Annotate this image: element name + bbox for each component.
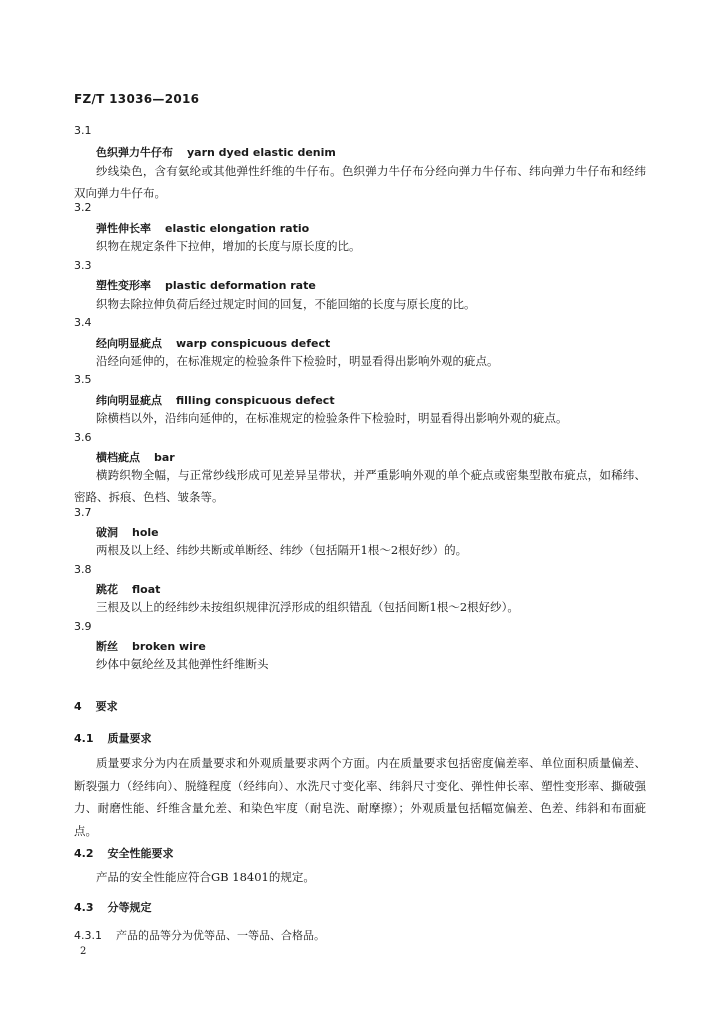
term-title — [96, 524, 159, 540]
section-title: 安全性能要求 — [107, 847, 174, 860]
term-title — [96, 581, 160, 597]
term-definition: 纱体中氨纶丝及其他弹性纤维断头 — [96, 657, 269, 671]
term-title — [96, 220, 309, 236]
section-heading — [74, 698, 118, 714]
term-cn: 塑性变形率 — [96, 279, 151, 292]
term-cn: 纬向明显疵点 — [96, 394, 162, 407]
term-cn: 断丝 — [96, 640, 118, 653]
term-cn: 跳花 — [96, 583, 118, 596]
term-definition: 织物在规定条件下拉伸，增加的长度与原长度的比。 — [96, 239, 361, 253]
section-title: 分等规定 — [107, 901, 152, 914]
clause — [74, 927, 325, 943]
term-number: 3.1 — [74, 124, 92, 137]
term-en: yarn dyed elastic denim — [187, 146, 336, 159]
standard-header: FZ/T 13036—2016 — [74, 92, 200, 106]
page-number: 2 — [80, 946, 87, 957]
term-en: bar — [154, 451, 175, 464]
clause-number: 4.3.1 — [74, 929, 102, 942]
term-definition: 沿经向延伸的，在标准规定的检验条件下检验时，明显看得出影响外观的疵点。 — [96, 354, 499, 368]
term-number: 3.2 — [74, 201, 92, 214]
term-definition: 三根及以上的经纬纱未按组织规律沉浮形成的组织错乱（包括间断1根～2根好纱）。 — [96, 600, 519, 614]
term-en: broken wire — [132, 640, 206, 653]
term-en: filling conspicuous defect — [176, 394, 335, 407]
term-cn: 弹性伸长率 — [96, 222, 151, 235]
term-title — [96, 144, 336, 160]
section-heading — [74, 730, 152, 746]
term-title — [96, 449, 175, 465]
term-en: elastic elongation ratio — [165, 222, 310, 235]
term-cn: 色织弹力牛仔布 — [96, 146, 173, 159]
term-number: 3.3 — [74, 259, 92, 272]
term-title — [96, 638, 206, 654]
term-cn: 经向明显疵点 — [96, 337, 162, 350]
section-heading — [74, 899, 152, 915]
term-en: warp conspicuous defect — [176, 337, 331, 350]
term-definition: 两根及以上经、纬纱共断或单断经、纬纱（包括隔开1根～2根好纱）的。 — [96, 543, 468, 557]
section-title: 质量要求 — [107, 732, 152, 745]
section-body: 产品的安全性能应符合GB 18401的规定。 — [96, 870, 315, 884]
term-number: 3.8 — [74, 563, 92, 576]
term-en: plastic deformation rate — [165, 279, 316, 292]
term-definition: 纱线染色，含有氨纶或其他弹性纤维的牛仔布。色织弹力牛仔布分经向弹力牛仔布、纬向弹力牛仔布和经纬双向弹力牛仔布。 — [74, 164, 646, 200]
section-number: 4 — [74, 700, 82, 713]
term-cn: 破洞 — [96, 526, 118, 539]
term-definition: 横跨织物全幅，与正常纱线形成可见差异呈带状，并严重影响外观的单个疵点或密集型散布疵点，如稀纬、密路、拆痕、色档、皱条等。 — [74, 468, 646, 504]
section-body: 质量要求分为内在质量要求和外观质量要求两个方面。内在质量要求包括密度偏差率、单位面积质量偏差、断裂强力（经纬向）、脱缝程度（经纬向）、水洗尺寸变化率、纬斜尺寸变化、弹性伸长率、塑性变形率、撕破强力、耐磨性能、纤维含量允差、和染色牢度（耐皂洗、耐摩擦）；外观质量包括幅宽偏差、色差、纬斜和布面疵点。 — [74, 756, 646, 838]
term-title — [96, 277, 316, 293]
term-cn: 横档疵点 — [96, 451, 140, 464]
term-title — [96, 392, 335, 408]
term-en: hole — [132, 526, 159, 539]
term-number: 3.6 — [74, 431, 92, 444]
section-number: 4.1 — [74, 732, 94, 745]
term-number: 3.7 — [74, 506, 92, 519]
section-number: 4.3 — [74, 901, 94, 914]
term-definition: 除横档以外，沿纬向延伸的，在标准规定的检验条件下检验时，明显看得出影响外观的疵点。 — [96, 411, 568, 425]
clause-text: 产品的品等分为优等品、一等品、合格品。 — [116, 929, 325, 942]
term-en: float — [132, 583, 161, 596]
term-definition: 织物去除拉伸负荷后经过规定时间的回复，不能回缩的长度与原长度的比。 — [96, 297, 476, 311]
section-title: 要求 — [95, 700, 118, 713]
term-number: 3.9 — [74, 620, 92, 633]
term-number: 3.5 — [74, 373, 92, 386]
term-number: 3.4 — [74, 316, 92, 329]
term-title — [96, 335, 330, 351]
section-number: 4.2 — [74, 847, 94, 860]
section-heading — [74, 845, 174, 861]
